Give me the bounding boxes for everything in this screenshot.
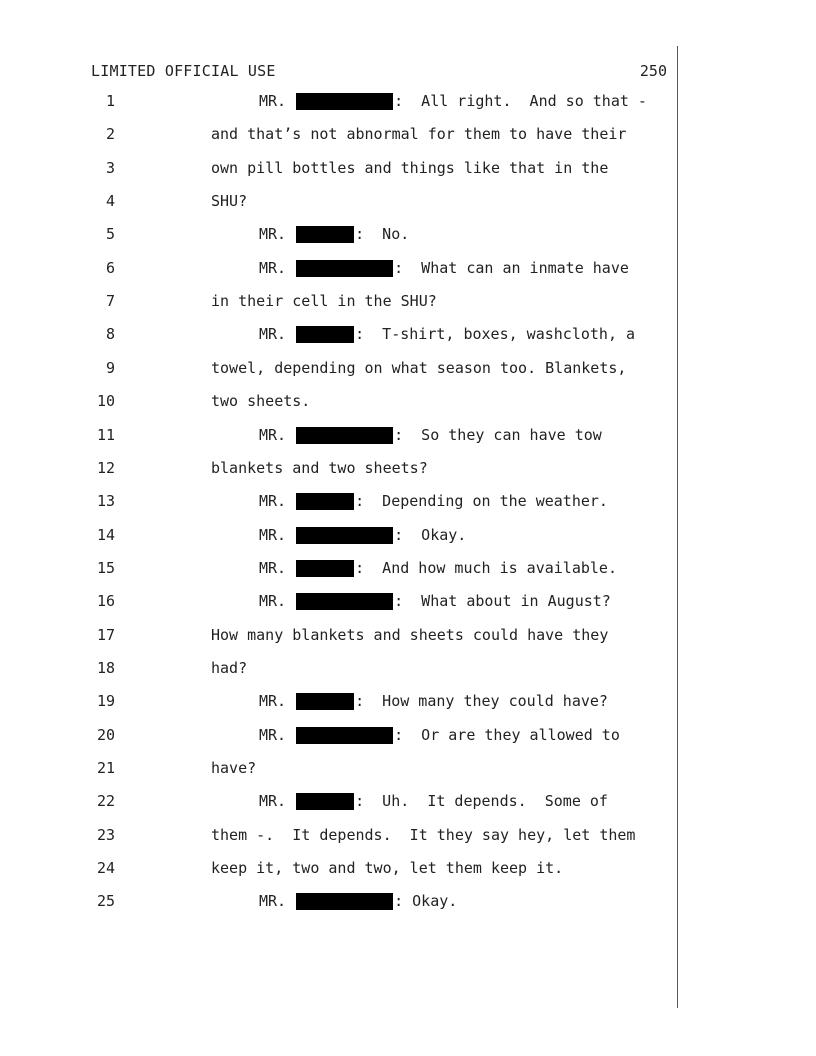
transcript-line <box>0 192 676 214</box>
right-margin-rule <box>677 46 678 1008</box>
speaker-line <box>259 426 602 444</box>
speaker-line <box>259 792 608 810</box>
speaker-text: : So they can have tow <box>394 426 602 444</box>
speaker-title: MR. <box>259 792 287 810</box>
redaction-block <box>296 593 393 610</box>
speaker-text: : All right. And so that - <box>394 92 647 110</box>
transcript-line <box>0 726 676 748</box>
speaker-text: : Or are they allowed to <box>394 726 620 744</box>
transcript-line <box>0 125 676 147</box>
transcript-line <box>0 859 676 881</box>
line-number: 6 <box>105 259 115 277</box>
speaker-title: MR. <box>259 492 287 510</box>
transcript-line <box>0 225 676 247</box>
speaker-title: MR. <box>259 692 287 710</box>
continuation-line <box>211 159 608 177</box>
speaker-text: : T-shirt, boxes, washcloth, a <box>355 325 636 343</box>
line-text: towel, depending on what season too. Blankets, <box>211 359 627 377</box>
line-text: in their cell in the SHU? <box>211 292 437 310</box>
continuation-line <box>211 859 563 877</box>
transcript-line <box>0 826 676 848</box>
line-number: 9 <box>105 359 115 377</box>
redaction-block <box>296 226 354 243</box>
speaker-text: : And how much is available. <box>355 559 617 577</box>
speaker-line <box>259 726 620 744</box>
line-number: 21 <box>96 759 115 777</box>
redaction-block <box>296 793 354 810</box>
speaker-text: : Okay. <box>394 526 467 544</box>
speaker-line <box>259 259 629 277</box>
redaction-block <box>296 260 393 277</box>
line-number: 12 <box>96 459 115 477</box>
speaker-text: : Uh. It depends. Some of <box>355 792 608 810</box>
speaker-title: MR. <box>259 526 287 544</box>
line-number: 25 <box>96 892 115 910</box>
transcript-line <box>0 325 676 347</box>
speaker-title: MR. <box>259 259 287 277</box>
continuation-line <box>211 125 626 143</box>
transcript-line <box>0 792 676 814</box>
redaction-block <box>296 93 393 110</box>
transcript-line <box>0 259 676 281</box>
line-number: 1 <box>105 92 115 110</box>
continuation-line <box>211 392 310 410</box>
transcript-line <box>0 759 676 781</box>
continuation-line <box>211 626 608 644</box>
redaction-block <box>296 693 354 710</box>
line-number: 13 <box>96 492 115 510</box>
speaker-line <box>259 892 457 910</box>
continuation-line <box>211 192 247 210</box>
line-number: 19 <box>96 692 115 710</box>
transcript-line <box>0 426 676 448</box>
classification-marking: LIMITED OFFICIAL USE <box>91 62 276 80</box>
line-number: 3 <box>105 159 115 177</box>
transcript-line <box>0 526 676 548</box>
line-number: 4 <box>105 192 115 210</box>
line-number: 15 <box>96 559 115 577</box>
speaker-text: : What can an inmate have <box>394 259 629 277</box>
speaker-title: MR. <box>259 92 287 110</box>
redaction-block <box>296 427 393 444</box>
transcript-line <box>0 159 676 181</box>
continuation-line <box>211 759 256 777</box>
line-number: 18 <box>96 659 115 677</box>
speaker-text: : What about in August? <box>394 592 611 610</box>
speaker-line <box>259 526 466 544</box>
line-text: keep it, two and two, let them keep it. <box>211 859 564 877</box>
continuation-line <box>211 826 635 844</box>
transcript-line <box>0 626 676 648</box>
line-number: 20 <box>96 726 115 744</box>
line-number: 24 <box>96 859 115 877</box>
line-number: 7 <box>105 292 115 310</box>
line-number: 10 <box>96 392 115 410</box>
line-number: 16 <box>96 592 115 610</box>
speaker-line <box>259 692 608 710</box>
transcript-line <box>0 659 676 681</box>
transcript-line <box>0 359 676 381</box>
speaker-title: MR. <box>259 225 287 243</box>
redaction-block <box>296 527 393 544</box>
speaker-title: MR. <box>259 559 287 577</box>
transcript-line <box>0 559 676 581</box>
transcript-line <box>0 92 676 114</box>
redaction-block <box>296 493 354 510</box>
speaker-title: MR. <box>259 726 287 744</box>
speaker-title: MR. <box>259 892 287 910</box>
line-number: 2 <box>105 125 115 143</box>
transcript-line <box>0 459 676 481</box>
line-text: and that’s not abnormal for them to have their <box>211 125 627 143</box>
speaker-text: : Okay. <box>394 892 458 910</box>
redaction-block <box>296 560 354 577</box>
speaker-text: : Depending on the weather. <box>355 492 608 510</box>
transcript-line <box>0 292 676 314</box>
page-number: 250 <box>639 62 667 80</box>
redaction-block <box>296 326 354 343</box>
line-number: 5 <box>105 225 115 243</box>
transcript-line <box>0 392 676 414</box>
speaker-line <box>259 592 611 610</box>
redaction-block <box>296 727 393 744</box>
line-text: How many blankets and sheets could have they <box>211 626 609 644</box>
line-number: 22 <box>96 792 115 810</box>
transcript-line <box>0 592 676 614</box>
line-number: 11 <box>96 426 115 444</box>
speaker-line <box>259 325 635 343</box>
line-number: 8 <box>105 325 115 343</box>
line-text: them -. It depends. It they say hey, let them <box>211 826 636 844</box>
continuation-line <box>211 292 437 310</box>
line-text: SHU? <box>211 192 248 210</box>
continuation-line <box>211 659 247 677</box>
speaker-text: : No. <box>355 225 410 243</box>
transcript-line <box>0 692 676 714</box>
redaction-block <box>296 893 393 910</box>
line-number: 23 <box>96 826 115 844</box>
speaker-text: : How many they could have? <box>355 692 608 710</box>
speaker-title: MR. <box>259 592 287 610</box>
line-text: blankets and two sheets? <box>211 459 428 477</box>
speaker-title: MR. <box>259 426 287 444</box>
speaker-line <box>259 492 608 510</box>
transcript-line <box>0 492 676 514</box>
continuation-line <box>211 459 428 477</box>
line-number: 14 <box>96 526 115 544</box>
speaker-line <box>259 92 647 110</box>
line-text: have? <box>211 759 257 777</box>
speaker-title: MR. <box>259 325 287 343</box>
line-text: had? <box>211 659 248 677</box>
speaker-line <box>259 225 409 243</box>
line-text: two sheets. <box>211 392 311 410</box>
speaker-line <box>259 559 617 577</box>
transcript-line <box>0 892 676 914</box>
continuation-line <box>211 359 626 377</box>
line-text: own pill bottles and things like that in the <box>211 159 609 177</box>
line-number: 17 <box>96 626 115 644</box>
